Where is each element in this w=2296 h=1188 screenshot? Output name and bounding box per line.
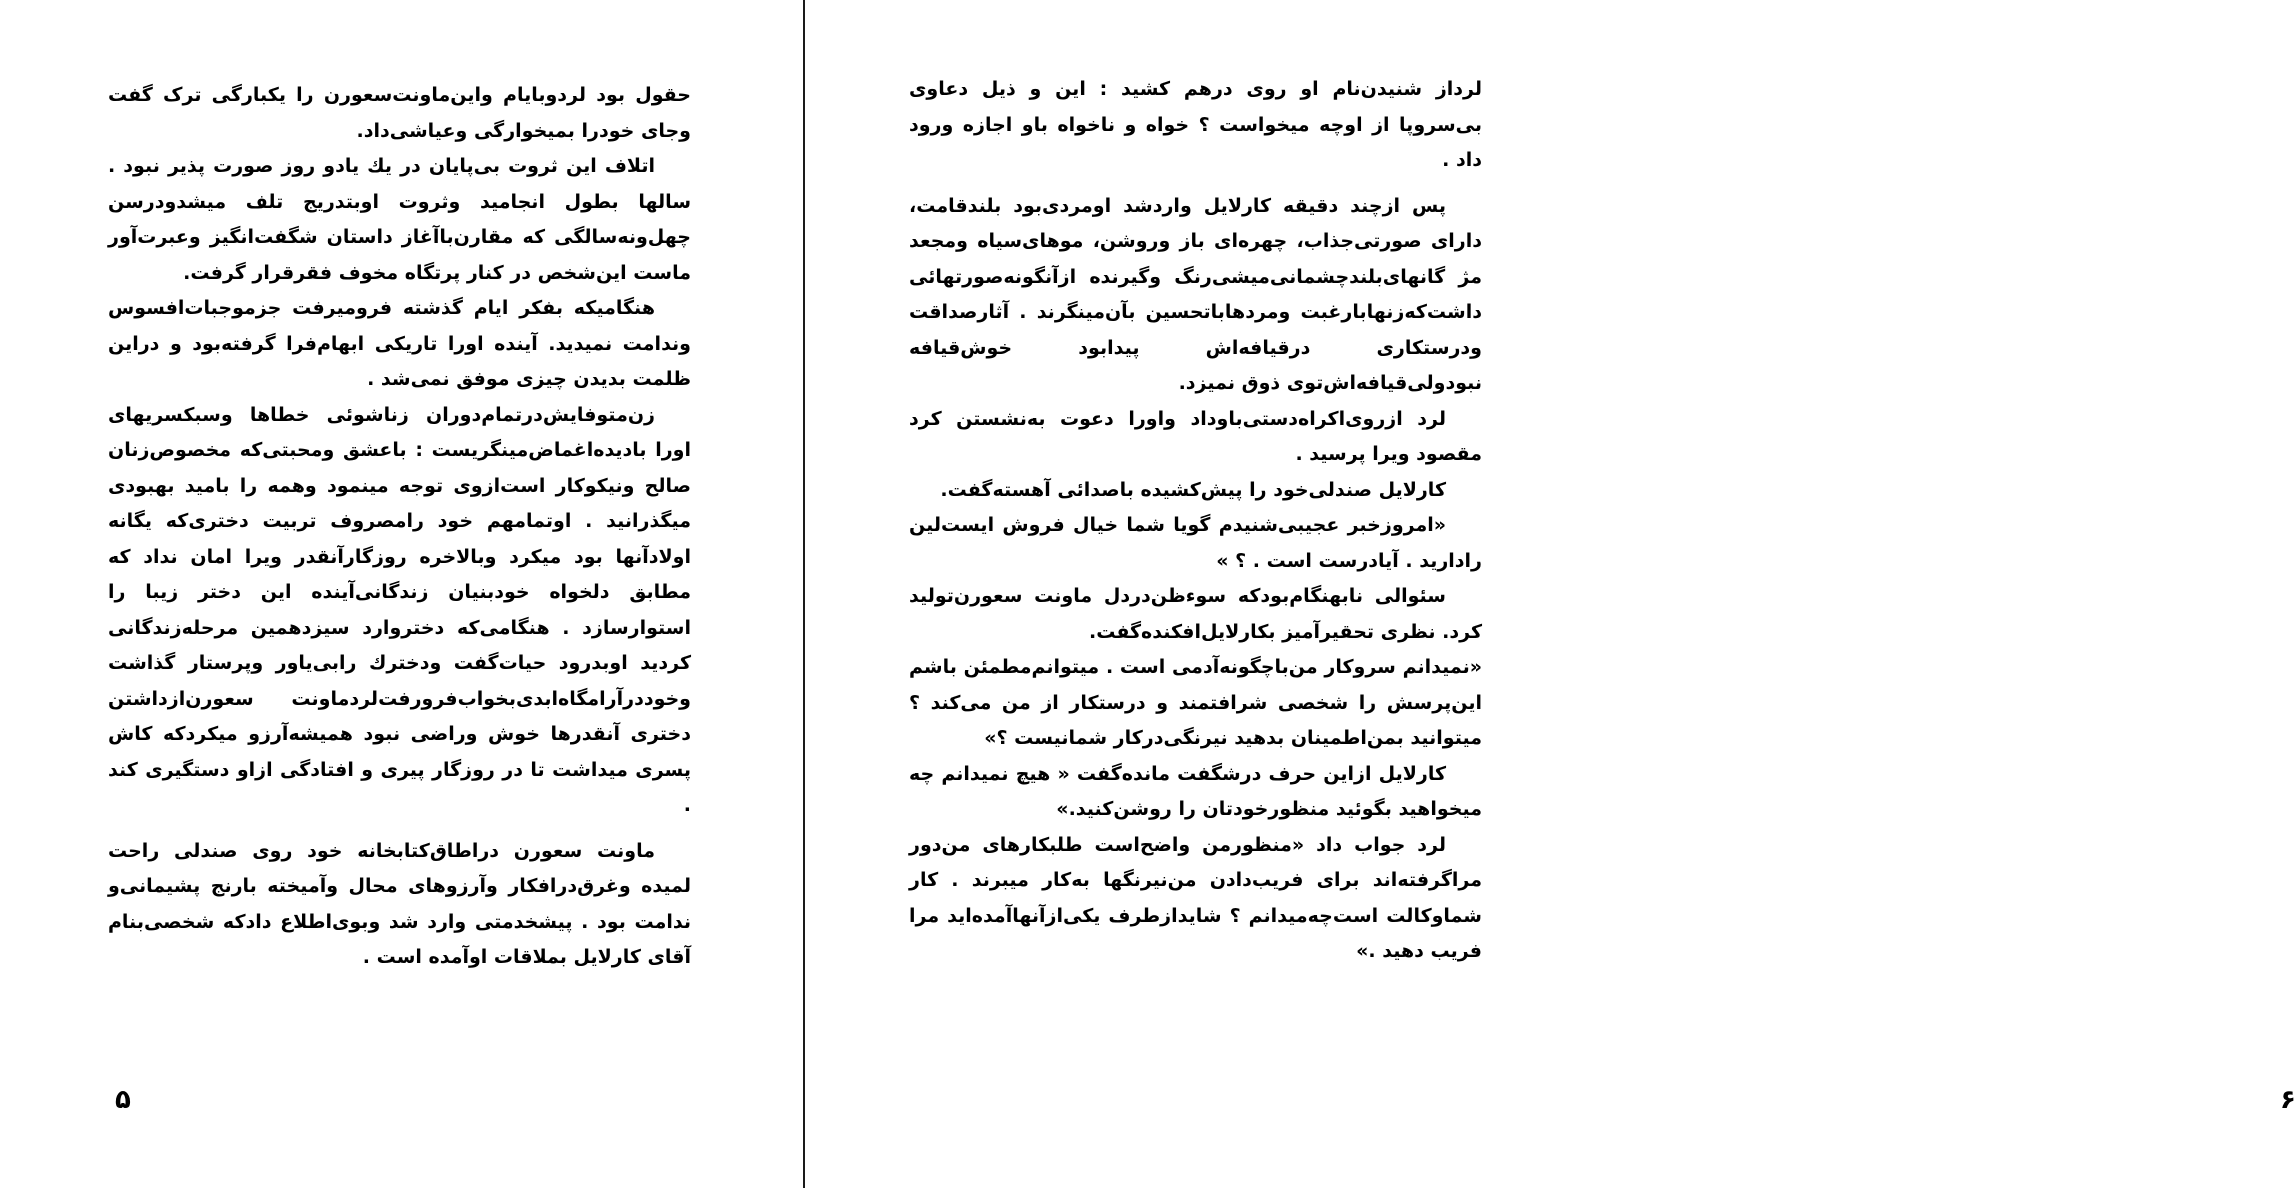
paragraph: اتلاف این ثروت بی‌پایان در یك یادو روز صورت پذیر نبود . سالها بطول انجامید وثروت اوبتدریج تلف میشدودرسن چهل‌ونه‌سالگی که مقارن‌باآغاز داستان شگفت‌انگیز وعبرت‌آور ماست این‌شخص در کنار پرتگاه مخوف فقرقرار گرفت.: [108, 155, 691, 284]
left-page: [0, 0, 803, 1188]
paragraph: کارلایل صندلی‌خود را پیش‌کشیده باصدائی آهسته‌گفت.: [940, 478, 1446, 501]
paragraph: حقول بود لردوبایام واین‌ماونت‌سعورن را یکبارگی ترک گفت وجای خودرا بمیخوارگی وعیاشی‌داد.: [108, 84, 691, 142]
paragraph: پس ازچند دقیقه کارلایل واردشد اومردی‌بود بلندقامت، دارای صورتی‌جذاب، چهره‌ای باز وروشن، موهای‌سیاه ومجعد مژ گانهای‌بلندچشمانی‌میشی‌رنگ وگیرنده ازآنگونه‌صورتهائی داشت‌کەزنهابارغبت ومردهاباتحسین بآن‌مینگرند . آثارصداقت ودرستکاری درقیافه‌اش پیدابود خوش‌قیافه نبودولی‌قیافه‌اش‌توی ذوق نمیزد.: [909, 194, 1482, 394]
paragraph: سئوالی نابهنگام‌بودکه سوءظن‌دردل ماونت سعورن‌تولید کرد. نظری تحقیرآمیز بکارلایل‌افکنده‌گفت.: [909, 585, 1482, 643]
paragraph: «نمیدانم سروکار من‌باچگونه‌آدمی است . میتوانم‌مطمئن باشم این‌پرسش را شخصی شرافتمند و درستکار از من می‌کند ؟ میتوانید بمن‌اطمینان بدهید نیرنگی‌درکار شمانیست ؟»: [909, 656, 1482, 749]
page-number: ۶: [2280, 1085, 2296, 1115]
paragraph: لرد جواب داد «منظورمن واضح‌است طلبکارهای من‌دور مراگرفته‌اند برای فریب‌دادن من‌نیرنگها به‌کار میبرند . کار شماوکالت است‌چه‌میدانم ؟ شایدازطرف یکی‌ازآنهاآمده‌اید مرا فریب دهید .»: [909, 833, 1482, 962]
paragraph: لرد ازروی‌اکراه‌دستی‌باوداد واورا دعوت به‌نشستن کرد مقصود ویرا پرسید .: [909, 407, 1482, 465]
paragraph: «امروزخبر عجیبی‌شنیدم گویا شما خیال فروش ایست‌لین رادارید . آیادرست است . ؟ »: [909, 514, 1482, 572]
left-page-text: [108, 78, 691, 976]
paragraph: لرداز شنیدن‌نام او روی درهم کشید : این و ذیل دعاوی بی‌سروپا از اوچه میخواست ؟ خواه و ناخواه باو اجازه ورود داد .: [909, 78, 1482, 171]
paragraph: هنگامیکه بفکر ایام گذشته فرومیرفت جزموجبات‌افسوس وندامت نمیدید. آینده اورا تاریکی ابهام‌فرا گرفته‌بود و دراین ظلمت بدیدن چیزی موفق نمی‌شد .: [108, 297, 691, 390]
page-number: ۵: [115, 1085, 131, 1115]
right-page-text: [909, 72, 1482, 970]
paragraph: ماونت سعورن دراطاق‌کتابخانه خود روی صندلی راحت لمیده وغرق‌درافکار وآرزوهای محال وآمیخته بارنج پشیمانی‌و ندامت بود . پیشخدمتی وارد شد وبوی‌اطلاع دادکه شخصی‌بنام آقای کارلایل بملاقات اوآمده است .: [108, 839, 691, 968]
paragraph: کارلایل ازاین حرف درشگفت مانده‌گفت « هیچ نمیدانم چه میخواهید بگوئید منظورخودتان را روشن‌کنید.»: [909, 762, 1482, 820]
right-page: [805, 0, 2296, 1188]
paragraph: زن‌متوفایش‌درتمام‌دوران زناشوئی خطاها وسبکسریهای اورا بادیده‌اغماض‌مینگریست : باعشق ومحبتی‌که مخصوص‌زنان صالح ونیکوکار است‌ازوی توجه مینمود وهمه را بامید بهبودی میگذرانید . اوتمامهم خود رامصروف تربیت دختری‌که یگانه اولادآنها بود میکرد وبالاخره روزگارآنقدر ویرا امان نداد که مطابق دلخواه خودبنیان زندگانی‌آینده این دختر زیبا را استوارسازد . هنگامی‌که دختروارد سیزدهمین مرحله‌زندگانی کردید اوبدرود حیات‌گفت ودخترك رابی‌یاور وپرستار گذاشت وخوددرآرامگاه‌ابدی‌بخواب‌فرورفت‌لردماونت سعورن‌ازداشتن دختری آنقدرها خوش وراضی نبود همیشه‌آرزو میکردکه کاش پسری میداشت تا در روزگار پیری و افتادگی ازاو دستگیری کند .: [108, 403, 691, 816]
